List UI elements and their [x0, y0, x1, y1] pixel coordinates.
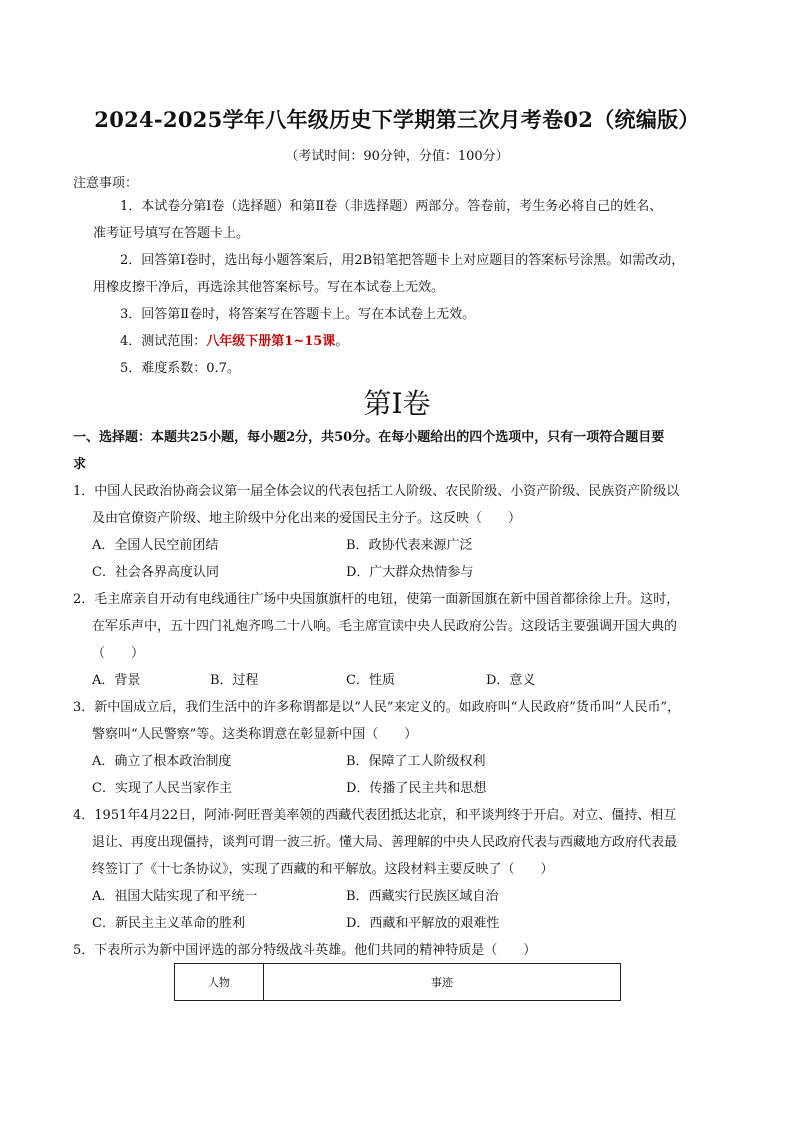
- page-title: 2024-2025学年八年级历史下学期第三次月考卷02（统编版）: [94, 107, 700, 132]
- question-1-option-c: C．社会各界高度认同: [92, 565, 219, 580]
- table-header-person: 人物: [175, 964, 264, 1001]
- notice-item-4-prefix: 4．测试范围：: [120, 334, 207, 349]
- question-1-option-b: B．政协代表来源广泛: [346, 538, 473, 553]
- question-4-option-b: B．西藏实行民族区域自治: [346, 889, 499, 904]
- question-2-text-cont-2: （ ）: [92, 646, 145, 661]
- question-1-text-cont: 及由官僚资产阶级、地主阶级中分化出来的爱国民主分子。这反映（ ）: [92, 511, 522, 526]
- question-5-text: 5．下表所示为新中国评选的部分特级战斗英雄。他们共同的精神特质是（ ）: [73, 943, 537, 958]
- notice-item-2: 2．回答第Ⅰ卷时，选出每小题答案后，用2B铅笔把答题卡上对应题目的答案标号涂黑。如需改动，: [120, 253, 685, 268]
- question-1-option-a: A．全国人民空前团结: [92, 538, 219, 553]
- question-1-option-d: D．广大群众热情参与: [346, 565, 474, 580]
- heroes-table: [174, 963, 621, 1001]
- test-scope-highlight: 八年级下册第1~15课: [206, 334, 336, 349]
- question-2-text: 2．毛主席亲自开动有电线通往广场中央国旗旗杆的电钮，使第一面新国旗在新中国首都徐徐上升。这时，: [73, 592, 680, 607]
- section-instructions: 一、选择题：本题共25小题，每小题2分，共50分。在每小题给出的四个选项中，只有一项符合题目要: [73, 430, 665, 445]
- question-4-text: 4．1951年4月22日，阿沛·阿旺晋美率领的西藏代表团抵达北京，和平谈判终于开启。对立、僵持、相互: [73, 808, 677, 823]
- question-3-option-c: C．实现了人民当家作主: [92, 781, 232, 796]
- question-2-option-b: B．过程: [210, 673, 259, 688]
- question-4-option-c: C．新民主主义革命的胜利: [92, 916, 245, 931]
- question-4-text-cont: 退让、再度出现僵持，谈判可谓一波三折。懂大局、善理解的中央人民政府代表与西藏地方政府代表最: [92, 835, 678, 850]
- notice-heading: 注意事项：: [73, 176, 139, 191]
- notice-item-1-cont: 准考证号填写在答题卡上。: [93, 226, 250, 241]
- question-3-option-a: A．确立了根本政治制度: [92, 754, 232, 769]
- question-4-option-d: D．西藏和平解放的艰难性: [346, 916, 500, 931]
- question-4-option-a: A．祖国大陆实现了和平统一: [92, 889, 258, 904]
- table-header-row: [175, 964, 621, 1001]
- notice-item-4: [120, 333, 348, 350]
- table-header-deeds: 事迹: [264, 964, 621, 1001]
- notice-item-3: 3．回答第Ⅱ卷时，将答案写在答题卡上。写在本试卷上无效。: [120, 307, 476, 322]
- question-4-text-cont-2: 终签订了《十七条协议》，实现了西藏的和平解放。这段材料主要反映了（ ）: [92, 862, 554, 877]
- section-instructions-cont: 求: [73, 457, 87, 472]
- question-2-option-c: C．性质: [346, 673, 395, 688]
- section-title: 第Ⅰ卷: [363, 387, 431, 420]
- notice-item-5: 5．难度系数：0.7。: [120, 361, 240, 376]
- question-3-option-b: B．保障了工人阶级权利: [346, 754, 486, 769]
- notice-item-2-cont: 用橡皮擦干净后，再选涂其他答案标号。写在本试卷上无效。: [93, 280, 445, 295]
- question-3-text: 3．新中国成立后，我们生活中的许多称谓都是以“人民”来定义的。如政府叫“人民政府”货币叫“人民币”，: [73, 700, 681, 715]
- notice-item-4-suffix: 。: [335, 334, 349, 349]
- question-2-option-a: A．背景: [92, 673, 141, 688]
- question-2-option-d: D．意义: [486, 673, 536, 688]
- question-3-text-cont: 警察叫“人民警察”等。这类称谓意在彰显新中国（ ）: [92, 727, 418, 742]
- question-3-option-d: D．传播了民主共和思想: [346, 781, 487, 796]
- question-2-text-cont: 在军乐声中，五十四门礼炮齐鸣二十八响。毛主席宣读中央人民政府公告。这段话主要强调开国大典的: [92, 619, 678, 634]
- exam-time-score: （考试时间：90分钟，分值：100分）: [285, 149, 509, 164]
- notice-item-1: 1．本试卷分第Ⅰ卷（选择题）和第Ⅱ卷（非选择题）两部分。答卷前，考生务必将自己的姓名、: [120, 199, 663, 214]
- question-1-text: 1．中国人民政治协商会议第一届全体会议的代表包括工人阶级、农民阶级、小资产阶级、民族资产阶级以: [73, 484, 680, 499]
